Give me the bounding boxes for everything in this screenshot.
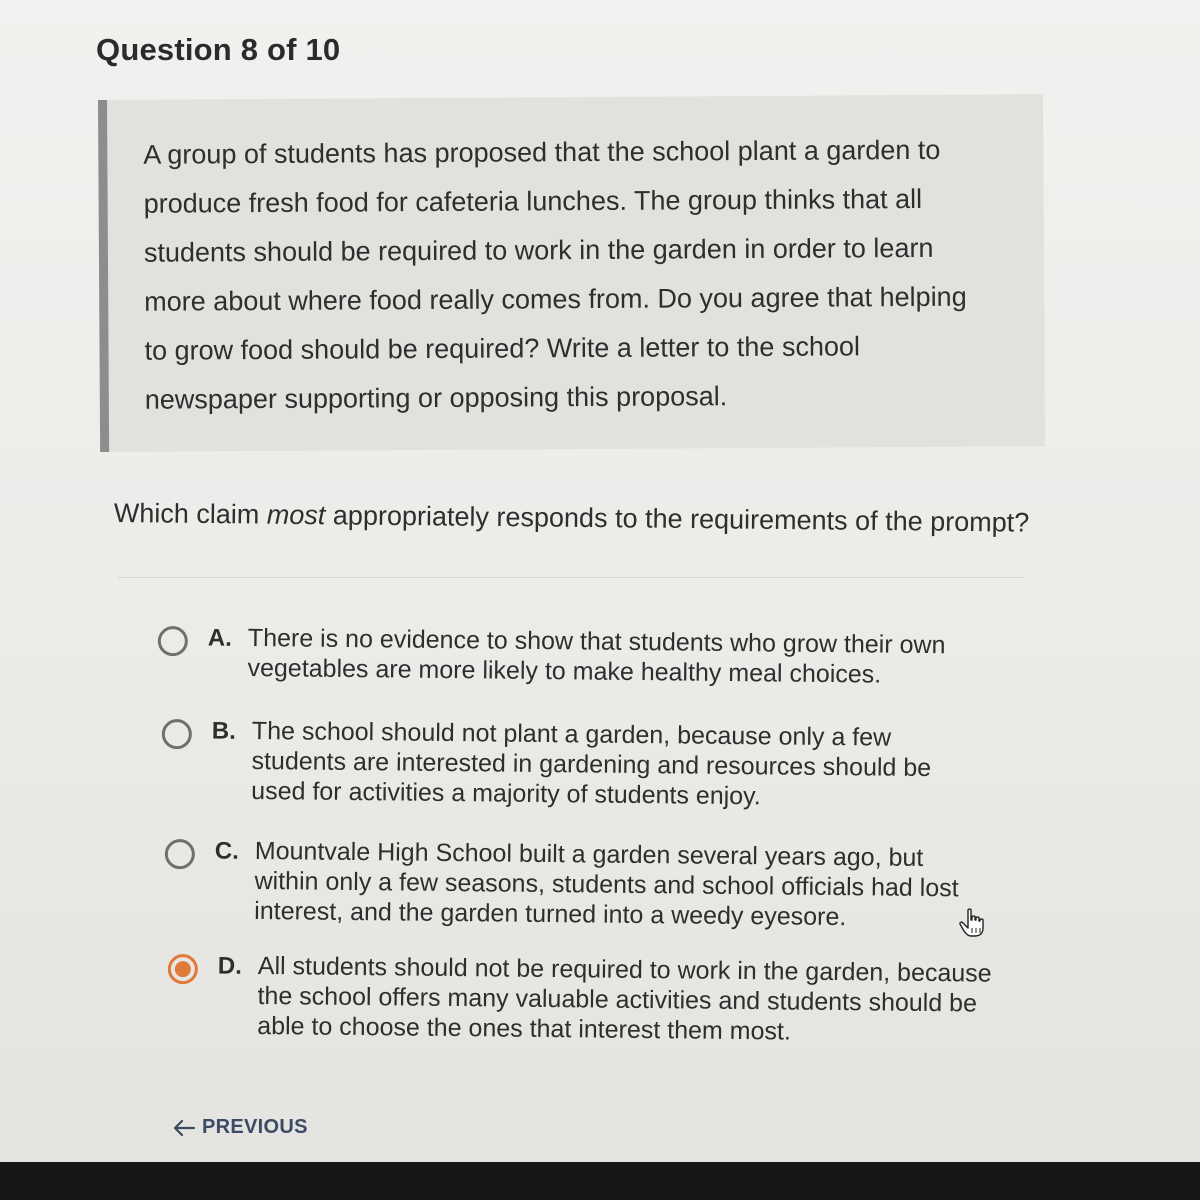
option-text-line: students are interested in gardening and resources should be	[251, 746, 932, 783]
passage-line: more about where food really comes from. Do you agree that helping	[144, 281, 967, 317]
divider	[118, 577, 1023, 578]
passage-line: students should be required to work in the garden in order to learn	[143, 232, 934, 268]
option-text-line: used for activities a majority of students enjoy.	[251, 776, 761, 811]
option-text-line: There is no evidence to show that students who grow their own	[247, 623, 946, 660]
prompt-passage	[98, 94, 1045, 452]
option-text-line: vegetables are more likely to make healthy meal choices.	[247, 653, 882, 689]
radio-button-b[interactable]	[162, 719, 192, 749]
option-text-line: able to choose the ones that interest them most.	[257, 1011, 792, 1046]
previous-button-label: PREVIOUS	[202, 1116, 308, 1138]
radio-button-d[interactable]	[168, 954, 198, 984]
option-text-line: Mountvale High School built a garden several years ago, but	[254, 836, 924, 872]
option-text-line: interest, and the garden turned into a weedy eyesore.	[254, 896, 847, 932]
option-text-line: All students should not be required to work in the garden, because	[257, 951, 992, 988]
option-text-line: within only a few seasons, students and school officials had lost	[254, 866, 959, 903]
option-text	[251, 716, 932, 813]
screen-bezel	[0, 1162, 1200, 1200]
passage-line: A group of students has proposed that the school plant a garden to	[143, 134, 941, 170]
radio-button-a[interactable]	[158, 626, 188, 656]
question-emphasis: most	[266, 499, 326, 531]
option-letter: A.	[207, 624, 233, 652]
passage-line: newspaper supporting or opposing this proposal.	[144, 381, 728, 415]
hand-pointer-icon	[958, 908, 986, 938]
page-title: Question 8 of 10	[96, 32, 341, 67]
option-letter: C.	[214, 837, 240, 865]
question-text	[114, 498, 1030, 539]
option-text	[247, 623, 945, 690]
question-text-end: appropriately responds to the requirements of the prompt?	[325, 500, 1030, 538]
passage-line: to grow food should be required? Write a letter to the school	[144, 331, 861, 366]
passage-line: produce fresh food for cafeteria lunches. The group thinks that all	[143, 183, 923, 219]
option-letter: B.	[211, 717, 237, 745]
option-text	[257, 951, 992, 1049]
radio-button-c[interactable]	[165, 839, 195, 869]
arrow-left-icon	[172, 1119, 196, 1137]
option-text	[254, 836, 959, 933]
previous-button[interactable]	[172, 1116, 308, 1139]
option-text-line: the school offers many valuable activities and students should be	[257, 981, 978, 1018]
question-text-start: Which claim	[113, 498, 268, 530]
option-text-line: The school should not plant a garden, because only a few	[251, 716, 892, 752]
option-letter: D.	[217, 952, 243, 980]
